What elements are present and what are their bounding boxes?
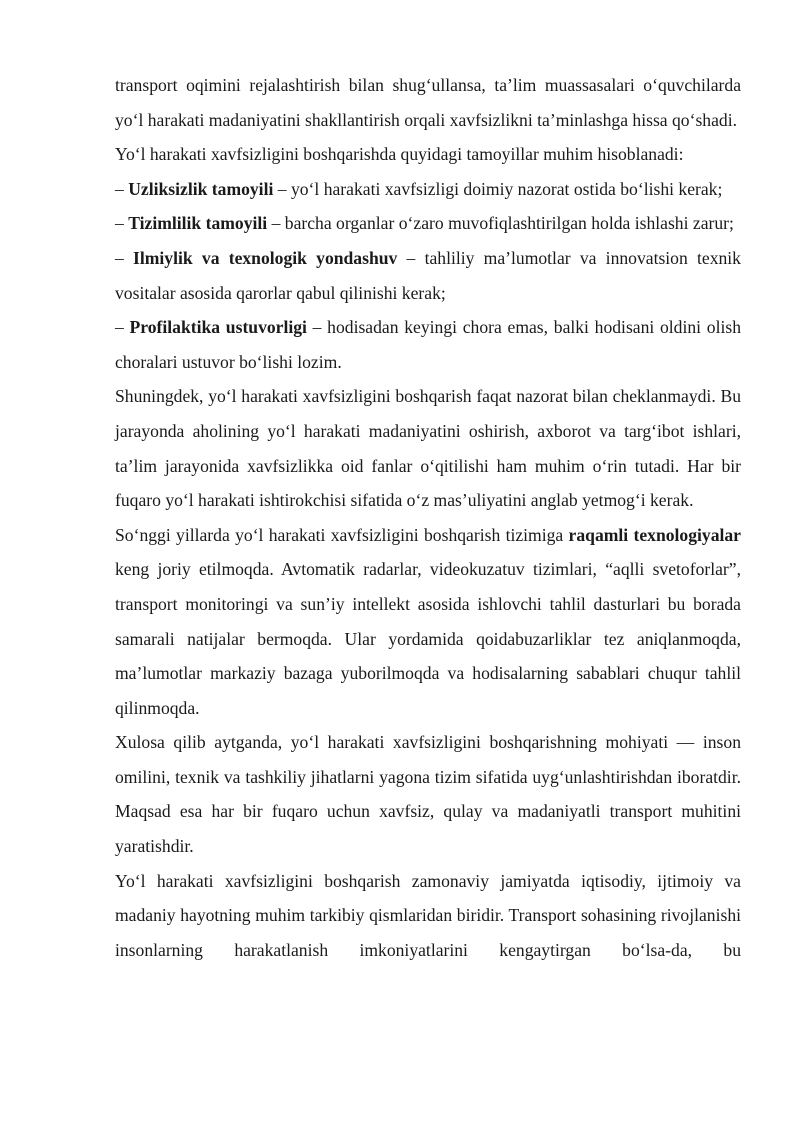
bold-term: Tizimlilik tamoyili — [128, 213, 268, 234]
text-run: keng joriy etilmoqda. Avtomatik radarlar, videokuzatuv tizimlari, “aqlli svetoforlar”, transport monitoringi va sun’iy intellekt asosida ishlovchi tahlil dasturlari bu borada samarali natijalar bermoqda. Ular yordamida qoidabuzarliklar tez aniqlanmoqda, ma’lumotlar markaziy bazaga yuborilmoqda va hodisalarning sabablari chuqur tahlil qilinmoqda. — [115, 559, 741, 718]
text-run: – yo‘l harakati xavfsizligi doimiy nazorat ostida bo‘lishi kerak; — [273, 178, 723, 199]
text-run: – — [115, 317, 130, 338]
bold-term: Uzliksizlik tamoyili — [128, 178, 274, 199]
text-run: – tahliliy ma’lumotlar va innovatsion texnik vositalar asosida qarorlar qabul qilinishi kerak; — [115, 247, 741, 303]
paragraph — [115, 172, 741, 207]
text-run: – — [115, 213, 129, 234]
text-run: Shuningdek, yo‘l harakati xavfsizligini boshqarish faqat nazorat bilan cheklanmaydi. Bu jarayonda aholining yo‘l harakati madaniyatini oshirish, axborot va targ‘ibot ishlari, ta’lim jarayonida xavfsizlikka oid fanlar o‘qitilishi ham muhim o‘rin tutadi. Har bir fuqaro yo‘l harakati ishtirokchisi sifatida o‘z mas’uliyatini anglab yetmog‘i kerak. — [115, 386, 741, 511]
document-body — [115, 68, 741, 967]
text-run: Xulosa qilib aytganda, yo‘l harakati xavfsizligini boshqarishning mohiyati — inson omilini, texnik va tashkiliy jihatlarni yagona tizim sifatida uyg‘unlashtirishdan iboratdir. Maqsad esa har bir fuqaro uchun xavfsiz, qulay va madaniyatli transport muhitini yaratishdir. — [115, 732, 741, 857]
text-run: – — [115, 178, 129, 199]
paragraph — [115, 241, 741, 310]
bold-term: Profilaktika ustuvorligi — [129, 317, 307, 338]
text-run: – barcha organlar o‘zaro muvofiqlashtirilgan holda ishlashi zarur; — [267, 213, 734, 234]
text-run: Yo‘l harakati xavfsizligini boshqarishda quyidagi tamoyillar muhim hisoblanadi: — [115, 144, 684, 165]
bold-term: Ilmiylik va texnologik yondashuv — [133, 247, 398, 268]
paragraph — [115, 310, 741, 379]
bold-term: raqamli texnologiyalar — [568, 524, 741, 545]
text-run: – — [115, 247, 134, 268]
paragraph — [115, 379, 741, 517]
text-run: transport oqimini rejalashtirish bilan shug‘ullansa, ta’lim muassasalari o‘quvchilarda yo‘l harakati madaniyatini shakllantirish orqali xavfsizlikni ta’minlashga hissa qo‘shadi. — [115, 75, 741, 130]
text-run: – hodisadan keyingi chora emas, balki hodisani oldini olish choralari ustuvor bo‘lishi lozim. — [115, 317, 741, 372]
paragraph — [115, 518, 741, 726]
paragraph — [115, 137, 741, 172]
paragraph — [115, 864, 741, 968]
paragraph — [115, 68, 741, 137]
paragraph — [115, 206, 741, 241]
text-run: Yo‘l harakati xavfsizligini boshqarish zamonaviy jamiyatda iqtisodiy, ijtimoiy va madaniy hayotning muhim tarkibiy qismlaridan biridir. Transport sohasining rivojlanishi insonlarning harakatlanish imkoniyatlarini kengaytirgan bo‘lsa-da, bu — [115, 870, 741, 960]
paragraph — [115, 725, 741, 863]
text-run: So‘nggi yillarda yo‘l harakati xavfsizligini boshqarish tizimiga — [115, 524, 569, 545]
